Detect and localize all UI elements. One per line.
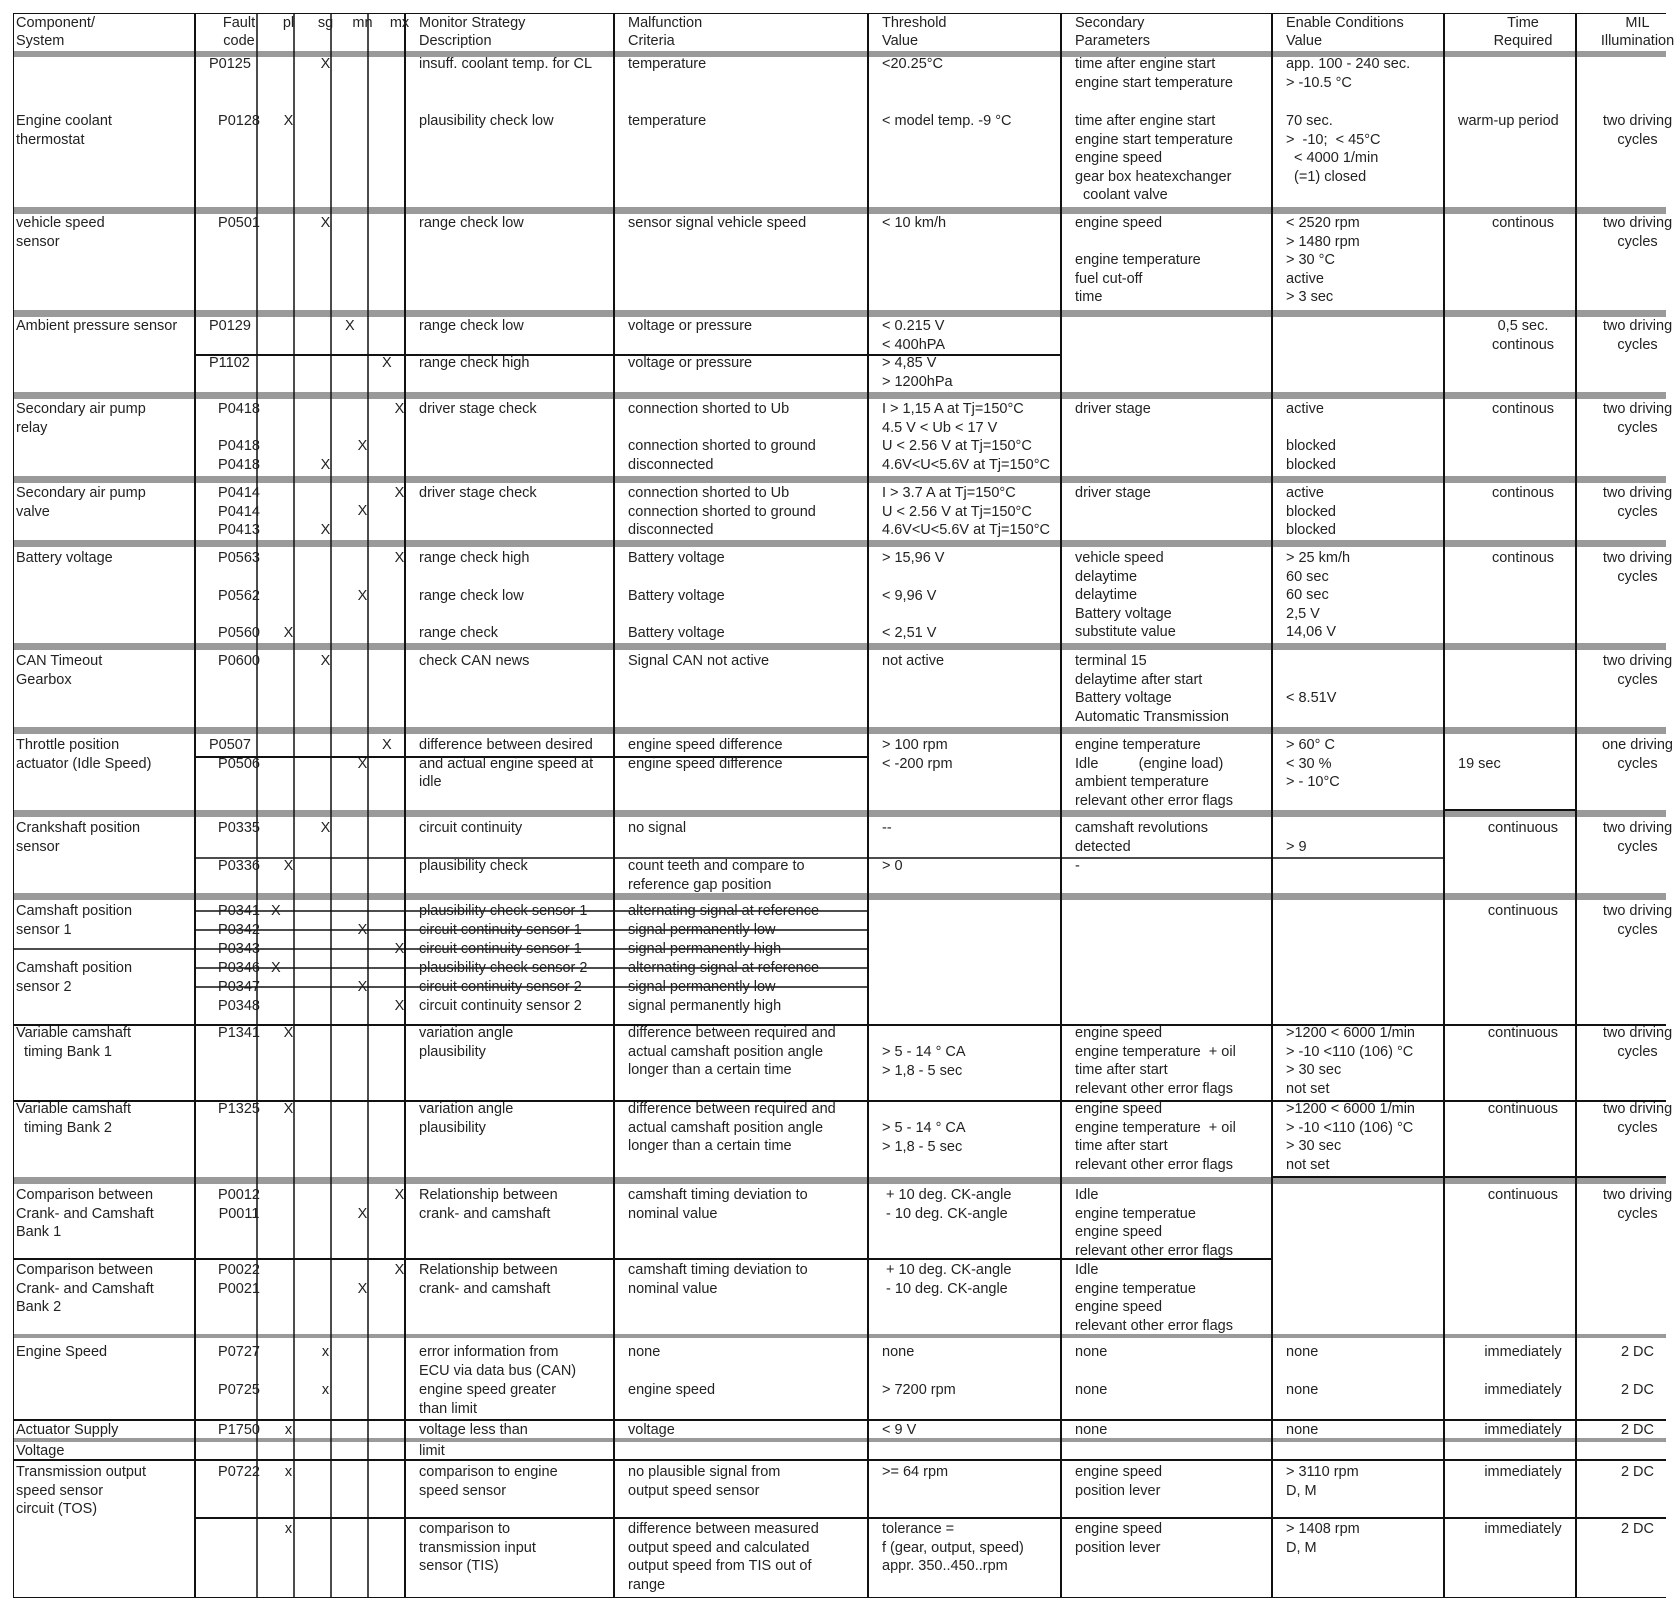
- cell-mon: variation angle plausibility: [419, 1025, 514, 1060]
- cell-comp: Engine coolant thermostat: [16, 113, 112, 148]
- cell-comp: Comparison between Crank- and Camshaft Bank 1: [16, 1187, 154, 1241]
- cell-mon: plausibility check sensor 2: [419, 960, 588, 976]
- cell-time: continuous: [1487, 1025, 1559, 1041]
- cell-comp: Variable camshaft timing Bank 2: [16, 1101, 131, 1136]
- cell-mn: X: [357, 1281, 368, 1297]
- cell-mal: difference between required and actual camshaft position angle longer than a certain time: [628, 1025, 836, 1079]
- cell-mon: plausibility check sensor 1: [419, 903, 588, 919]
- cell-comp: CAN Timeout Gearbox: [16, 653, 103, 688]
- cell-pl: X: [283, 858, 294, 874]
- cell-mon: driver stage check: [419, 401, 537, 417]
- cell-mon: Relationship between crank- and camshaft: [419, 1187, 558, 1222]
- cell-code: P1325: [218, 1101, 260, 1117]
- cell-comp: Secondary air pump relay: [16, 401, 146, 436]
- cell-sec: engine speed engine temperature + oil time after start relevant other error flags: [1075, 1025, 1236, 1097]
- cell-thr: I > 3.7 A at Tj=150°C U < 2.56 V at Tj=150°C 4.6V<U<5.6V at Tj=150°C: [882, 485, 1050, 539]
- cell-mon: circuit continuity sensor 2: [419, 998, 582, 1014]
- cell-sec: none: [1075, 1344, 1108, 1360]
- cell-mal: voltage or pressure: [628, 318, 753, 334]
- cell-pl: X: [271, 903, 281, 919]
- cell-mn: X: [357, 503, 368, 519]
- cell-ena: > 9: [1286, 839, 1307, 855]
- cell-comp: Battery voltage: [16, 550, 113, 566]
- cell-sec: none: [1075, 1382, 1108, 1398]
- cell-comp: Camshaft position sensor 2: [16, 960, 133, 995]
- column-header-thr: Threshold Value: [882, 15, 947, 49]
- cell-mon: range check high: [419, 550, 530, 566]
- cell-code: P1750: [218, 1422, 260, 1438]
- cell-sec: engine temperature Idle (engine load) ambient temperature relevant other error flags: [1075, 737, 1233, 809]
- cell-code: P0506: [218, 756, 260, 772]
- cell-mal: no signal: [628, 820, 687, 836]
- cell-ena: < 2520 rpm > 1480 rpm > 30 °C active > 3 sec: [1286, 215, 1360, 306]
- cell-mil: two driving cycles: [1602, 113, 1673, 148]
- cell-mon: variation angle plausibility: [419, 1101, 514, 1136]
- column-header-pl: pl: [282, 15, 295, 31]
- cell-mon: check CAN news: [419, 653, 530, 669]
- row-separator-band: [13, 207, 1666, 214]
- cell-mil: one driving cycles: [1602, 737, 1673, 772]
- cell-mil: two driving cycles: [1602, 550, 1673, 585]
- cell-mil: 2 DC: [1620, 1521, 1655, 1537]
- cell-thr: > 15,96 V: [882, 550, 945, 566]
- cell-sg: X: [320, 653, 331, 669]
- cell-time: immediately: [1484, 1344, 1562, 1360]
- cell-code: P0125: [209, 56, 251, 72]
- cell-pl: X: [283, 1025, 294, 1041]
- cell-time: 0,5 sec. continous: [1491, 318, 1555, 353]
- cell-code: P0722: [218, 1464, 260, 1480]
- column-header-mon: Monitor Strategy Description: [419, 15, 526, 49]
- cell-time: immediately: [1484, 1422, 1562, 1438]
- cell-mal: difference between required and actual camshaft position angle longer than a certain time: [628, 1101, 836, 1155]
- cell-mon: circuit continuity: [419, 820, 523, 836]
- cell-mn: X: [345, 318, 355, 334]
- cell-comp: Voltage: [16, 1443, 65, 1459]
- cell-thr: + 10 deg. CK-angle - 10 deg. CK-angle: [886, 1187, 1012, 1222]
- cell-mx: X: [394, 998, 405, 1014]
- cell-ena: > 60° C < 30 % > - 10°C: [1286, 737, 1340, 791]
- cell-comp: Ambient pressure sensor: [16, 318, 178, 334]
- cell-time: continuous: [1487, 1187, 1559, 1203]
- cell-mal: Signal CAN not active: [628, 653, 770, 669]
- cell-code: P0347: [218, 979, 260, 995]
- cell-thr: > 7200 rpm: [882, 1382, 956, 1398]
- cell-time: continous: [1491, 215, 1555, 231]
- cell-mon: Relationship between crank- and camshaft: [419, 1262, 558, 1297]
- cell-code: P0341: [218, 903, 260, 919]
- cell-mx: X: [394, 550, 405, 566]
- cell-ena: >1200 < 6000 1/min > -10 <110 (106) °C > 30 sec not set: [1286, 1101, 1415, 1173]
- cell-mon: plausibility check: [419, 858, 528, 874]
- cell-ena: 70 sec. > -10; < 45°C < 4000 1/min (=1) closed: [1286, 113, 1381, 185]
- cell-sg: x: [321, 1344, 330, 1360]
- cell-mil: two driving cycles: [1602, 653, 1673, 688]
- cell-code: P0335: [218, 820, 260, 836]
- cell-mon: limit: [419, 1443, 445, 1459]
- cell-thr: > 100 rpm < -200 rpm: [882, 737, 953, 772]
- cell-mon: comparison to transmission input sensor (TIS): [419, 1521, 536, 1575]
- cell-sec: vehicle speed delaytime delaytime Battery voltage substitute value: [1075, 550, 1176, 641]
- cell-mal: alternating signal at reference: [628, 903, 820, 919]
- cell-thr: tolerance = f (gear, output, speed) appr. 350..450..rpm: [882, 1521, 1024, 1575]
- cell-mal: none: [628, 1344, 661, 1360]
- cell-sg: X: [320, 215, 331, 231]
- cell-thr: >= 64 rpm: [882, 1464, 949, 1480]
- cell-mal: camshaft timing deviation to nominal value: [628, 1187, 808, 1222]
- cell-thr: + 10 deg. CK-angle - 10 deg. CK-angle: [886, 1262, 1012, 1297]
- cell-code: P0727: [218, 1344, 260, 1360]
- cell-code: P0414 P0414 P0413: [218, 485, 260, 539]
- cell-code: P0600: [218, 653, 260, 669]
- cell-code: P0563: [218, 550, 260, 566]
- cell-sec: terminal 15 delaytime after start Battery voltage Automatic Transmission: [1075, 653, 1229, 725]
- cell-mal: Battery voltage: [628, 588, 725, 604]
- cell-mon: circuit continuity sensor 1: [419, 922, 582, 938]
- cell-sec: engine speed engine temperature + oil time after start relevant other error flags: [1075, 1101, 1236, 1173]
- cell-sec: Idle engine temperatue engine speed relevant other error flags: [1075, 1187, 1233, 1259]
- cell-mon: engine speed greater than limit: [419, 1382, 557, 1417]
- cell-pl: x: [284, 1521, 293, 1537]
- cell-thr: < 2,51 V: [882, 625, 937, 641]
- column-header-time: Time Required: [1493, 15, 1553, 49]
- cell-mil: two driving cycles: [1602, 1187, 1673, 1222]
- cell-code: P0128: [218, 113, 260, 129]
- cell-mx: X: [394, 1262, 405, 1278]
- row-separator-band: [13, 310, 1666, 317]
- cell-code: P0343: [218, 941, 260, 957]
- cell-sg: X: [320, 820, 331, 836]
- cell-sec: driver stage: [1075, 485, 1151, 501]
- cell-mil: 2 DC: [1620, 1382, 1655, 1398]
- cell-pl: x: [284, 1464, 293, 1480]
- cell-mal: temperature: [628, 113, 707, 129]
- cell-mal: no plausible signal from output speed sensor: [628, 1464, 781, 1499]
- cell-code: P0129: [209, 318, 251, 334]
- cell-mal: connection shorted to Ub connection shorted to ground disconnected: [628, 485, 816, 539]
- cell-mn: X: [357, 438, 368, 454]
- cell-time: continous: [1491, 550, 1555, 566]
- cell-mx: X: [394, 1187, 405, 1203]
- cell-pl: X: [283, 1101, 294, 1117]
- cell-code: P0012 P0011: [218, 1187, 260, 1222]
- row-separator-band: [13, 727, 1666, 734]
- cell-sg: x: [321, 1382, 330, 1398]
- cell-mon: plausibility check low: [419, 113, 554, 129]
- cell-mil: two driving cycles: [1602, 1025, 1673, 1060]
- cell-sg: X: [320, 56, 331, 72]
- cell-mon: voltage less than: [419, 1422, 528, 1438]
- cell-thr: < 9,96 V: [882, 588, 937, 604]
- cell-mx: X: [382, 355, 392, 371]
- row-separator-band: [13, 476, 1666, 483]
- cell-comp: Transmission output speed sensor circuit (TOS): [16, 1464, 147, 1518]
- cell-code: P1341: [218, 1025, 260, 1041]
- column-header-mx: mx: [389, 15, 410, 31]
- cell-thr: < 10 km/h: [882, 215, 947, 231]
- cell-sec: engine speed position lever: [1075, 1521, 1163, 1556]
- column-header-sec: Secondary Parameters: [1075, 15, 1150, 49]
- cell-mil: two driving cycles: [1602, 903, 1673, 938]
- cell-ena: blocked blocked: [1286, 438, 1336, 473]
- cell-ena: > 3110 rpm D, M: [1286, 1464, 1359, 1499]
- cell-sec: driver stage: [1075, 401, 1151, 417]
- row-separator-band: [13, 540, 1666, 547]
- cell-comp: Camshaft position sensor 1: [16, 903, 133, 938]
- cell-mal: voltage: [628, 1422, 675, 1438]
- cell-ena: > 25 km/h 60 sec 60 sec 2,5 V 14,06 V: [1286, 550, 1351, 641]
- cell-mon: comparison to engine speed sensor: [419, 1464, 558, 1499]
- cell-mon: range check low: [419, 588, 524, 604]
- cell-sec: engine speed position lever: [1075, 1464, 1163, 1499]
- cell-code: P0560: [218, 625, 260, 641]
- cell-mon: circuit continuity sensor 2: [419, 979, 582, 995]
- cell-time: warm-up period: [1458, 113, 1559, 129]
- cell-mn: X: [357, 588, 368, 604]
- cell-thr: --: [882, 820, 892, 836]
- row-separator-band: [13, 1177, 1666, 1184]
- cell-sec: time after engine start engine start temperature: [1075, 56, 1233, 91]
- cell-mal: signal permanently low: [628, 922, 776, 938]
- cell-mn: X: [357, 922, 368, 938]
- cell-mon: driver stage check: [419, 485, 537, 501]
- cell-sec: -: [1075, 858, 1080, 874]
- column-header-mn: mn: [352, 15, 373, 31]
- cell-ena: < 8.51V: [1286, 690, 1337, 706]
- cell-ena: active: [1286, 401, 1324, 417]
- cell-sec: camshaft revolutions detected: [1075, 820, 1208, 855]
- cell-thr: I > 1,15 A at Tj=150°C 4.5 V < Ub < 17 V: [882, 401, 1024, 436]
- cell-mon: error information from ECU via data bus (CAN): [419, 1344, 577, 1379]
- cell-time: immediately: [1484, 1521, 1562, 1537]
- cell-mon: range check high: [419, 355, 530, 371]
- cell-mx: X: [394, 485, 405, 501]
- cell-mil: 2 DC: [1620, 1422, 1655, 1438]
- cell-mal: connection shorted to ground disconnected: [628, 438, 816, 473]
- cell-comp: Engine Speed: [16, 1344, 108, 1360]
- row-separator-band: [13, 392, 1666, 399]
- cell-mx: X: [382, 737, 392, 753]
- cell-code: P0501: [218, 215, 260, 231]
- cell-time: 19 sec: [1458, 756, 1501, 772]
- cell-code: P0418 P0418: [218, 438, 260, 473]
- cell-time: continuous: [1487, 903, 1559, 919]
- cell-code: P0348: [218, 998, 260, 1014]
- cell-thr: not active: [882, 653, 945, 669]
- cell-mil: two driving cycles: [1602, 1101, 1673, 1136]
- cell-mon: range check low: [419, 318, 524, 334]
- cell-comp: Secondary air pump valve: [16, 485, 146, 520]
- cell-mal: alternating signal at reference: [628, 960, 820, 976]
- cell-thr: none: [882, 1344, 915, 1360]
- cell-thr: > 5 - 14 ° CA > 1,8 - 5 sec: [882, 1044, 966, 1079]
- cell-time: immediately: [1484, 1464, 1562, 1480]
- cell-code: P0562: [218, 588, 260, 604]
- cell-sec: Idle engine temperatue engine speed relevant other error flags: [1075, 1262, 1233, 1334]
- row-separator-band: [13, 810, 1666, 817]
- cell-pl: X: [283, 625, 294, 641]
- cell-ena: none: [1286, 1344, 1319, 1360]
- cell-comp: Crankshaft position sensor: [16, 820, 141, 855]
- cell-mn: X: [357, 979, 368, 995]
- row-separator-band: [13, 1334, 1666, 1338]
- cell-mal: difference between measured output speed and calculated output speed from TIS out of range: [628, 1521, 819, 1593]
- cell-thr: > 0: [882, 858, 903, 874]
- cell-sg: X: [320, 522, 331, 538]
- cell-ena: none: [1286, 1422, 1319, 1438]
- cell-sg: X: [320, 457, 331, 473]
- cell-thr: > 5 - 14 ° CA > 1,8 - 5 sec: [882, 1120, 966, 1155]
- cell-ena: >1200 < 6000 1/min > -10 <110 (106) °C > 30 sec not set: [1286, 1025, 1415, 1097]
- cell-sec: engine speed engine temperature fuel cut-off time: [1075, 215, 1201, 306]
- cell-comp: Variable camshaft timing Bank 1: [16, 1025, 131, 1060]
- cell-thr: U < 2.56 V at Tj=150°C 4.6V<U<5.6V at Tj=150°C: [882, 438, 1050, 473]
- row-separator-band: [13, 643, 1666, 650]
- cell-code: P0725: [218, 1382, 260, 1398]
- cell-sec: time after engine start engine start temperature engine speed gear box heatexchanger coolant valve: [1075, 113, 1233, 204]
- cell-thr: < 9 V: [882, 1422, 917, 1438]
- cell-mon: difference between desired and actual engine speed at idle: [419, 737, 594, 791]
- cell-mil: two driving cycles: [1602, 820, 1673, 855]
- cell-comp: Actuator Supply: [16, 1422, 119, 1438]
- cell-mon: range check low: [419, 215, 524, 231]
- cell-sec: none: [1075, 1422, 1108, 1438]
- cell-thr: > 4,85 V > 1200hPa: [882, 355, 953, 390]
- column-header-mil: MIL Illumination: [1600, 15, 1675, 49]
- cell-mal: signal permanently high: [628, 998, 782, 1014]
- cell-code: P0507: [209, 737, 251, 753]
- cell-mal: Battery voltage: [628, 550, 725, 566]
- cell-comp: vehicle speed sensor: [16, 215, 105, 250]
- cell-mal: engine speed: [628, 1382, 716, 1398]
- cell-mon: circuit continuity sensor 1: [419, 941, 582, 957]
- cell-mil: two driving cycles: [1602, 318, 1673, 353]
- cell-code: P1102: [209, 355, 250, 371]
- cell-thr: < model temp. -9 °C: [882, 113, 1012, 129]
- cell-time: continous: [1491, 401, 1555, 417]
- cell-ena: active blocked blocked: [1286, 485, 1336, 539]
- cell-thr: < 0.215 V < 400hPA: [882, 318, 946, 353]
- cell-pl: X: [271, 960, 281, 976]
- cell-mal: connection shorted to Ub: [628, 401, 790, 417]
- cell-comp: Comparison between Crank- and Camshaft Bank 2: [16, 1262, 154, 1316]
- cell-ena: > 1408 rpm D, M: [1286, 1521, 1360, 1556]
- column-header-ena: Enable Conditions Value: [1286, 15, 1404, 49]
- cell-code: P0346: [218, 960, 260, 976]
- cell-ena: none: [1286, 1382, 1319, 1398]
- column-header-mal: Malfunction Criteria: [628, 15, 703, 49]
- cell-mal: signal permanently high: [628, 941, 782, 957]
- cell-code: P0342: [218, 922, 260, 938]
- cell-mal: sensor signal vehicle speed: [628, 215, 807, 231]
- cell-mil: two driving cycles: [1602, 401, 1673, 436]
- cell-mon: range check: [419, 625, 498, 641]
- column-header-sg: sg: [317, 15, 334, 31]
- cell-mx: X: [394, 941, 405, 957]
- column-header-code: Fault code: [222, 15, 256, 49]
- cell-mon: insuff. coolant temp. for CL: [419, 56, 593, 72]
- cell-mal: signal permanently low: [628, 979, 776, 995]
- cell-mx: X: [394, 401, 405, 417]
- diagnostic-table: [13, 13, 1675, 1598]
- cell-mal: Battery voltage: [628, 625, 725, 641]
- cell-mil: two driving cycles: [1602, 215, 1673, 250]
- cell-mn: X: [357, 1206, 368, 1222]
- cell-code: P0336: [218, 858, 260, 874]
- cell-mal: engine speed difference engine speed difference: [628, 737, 783, 772]
- cell-time: continuous: [1487, 1101, 1559, 1117]
- cell-mal: camshaft timing deviation to nominal value: [628, 1262, 808, 1297]
- cell-time: continuous: [1487, 820, 1559, 836]
- cell-mal: temperature: [628, 56, 707, 72]
- cell-mil: two driving cycles: [1602, 485, 1673, 520]
- column-header-comp: Component/ System: [16, 15, 95, 49]
- cell-pl: x: [284, 1422, 293, 1438]
- cell-ena: app. 100 - 240 sec. > -10.5 °C: [1286, 56, 1411, 91]
- cell-code: P0418: [218, 401, 260, 417]
- cell-thr: <20.25°C: [882, 56, 944, 72]
- cell-pl: X: [283, 113, 294, 129]
- cell-mn: X: [357, 756, 368, 772]
- cell-mal: count teeth and compare to reference gap position: [628, 858, 805, 893]
- cell-comp: Throttle position actuator (Idle Speed): [16, 737, 152, 772]
- cell-mil: 2 DC: [1620, 1344, 1655, 1360]
- cell-time: continous: [1491, 485, 1555, 501]
- cell-mal: voltage or pressure: [628, 355, 753, 371]
- cell-code: P0022 P0021: [218, 1262, 260, 1297]
- cell-mil: 2 DC: [1620, 1464, 1655, 1480]
- cell-time: immediately: [1484, 1382, 1562, 1398]
